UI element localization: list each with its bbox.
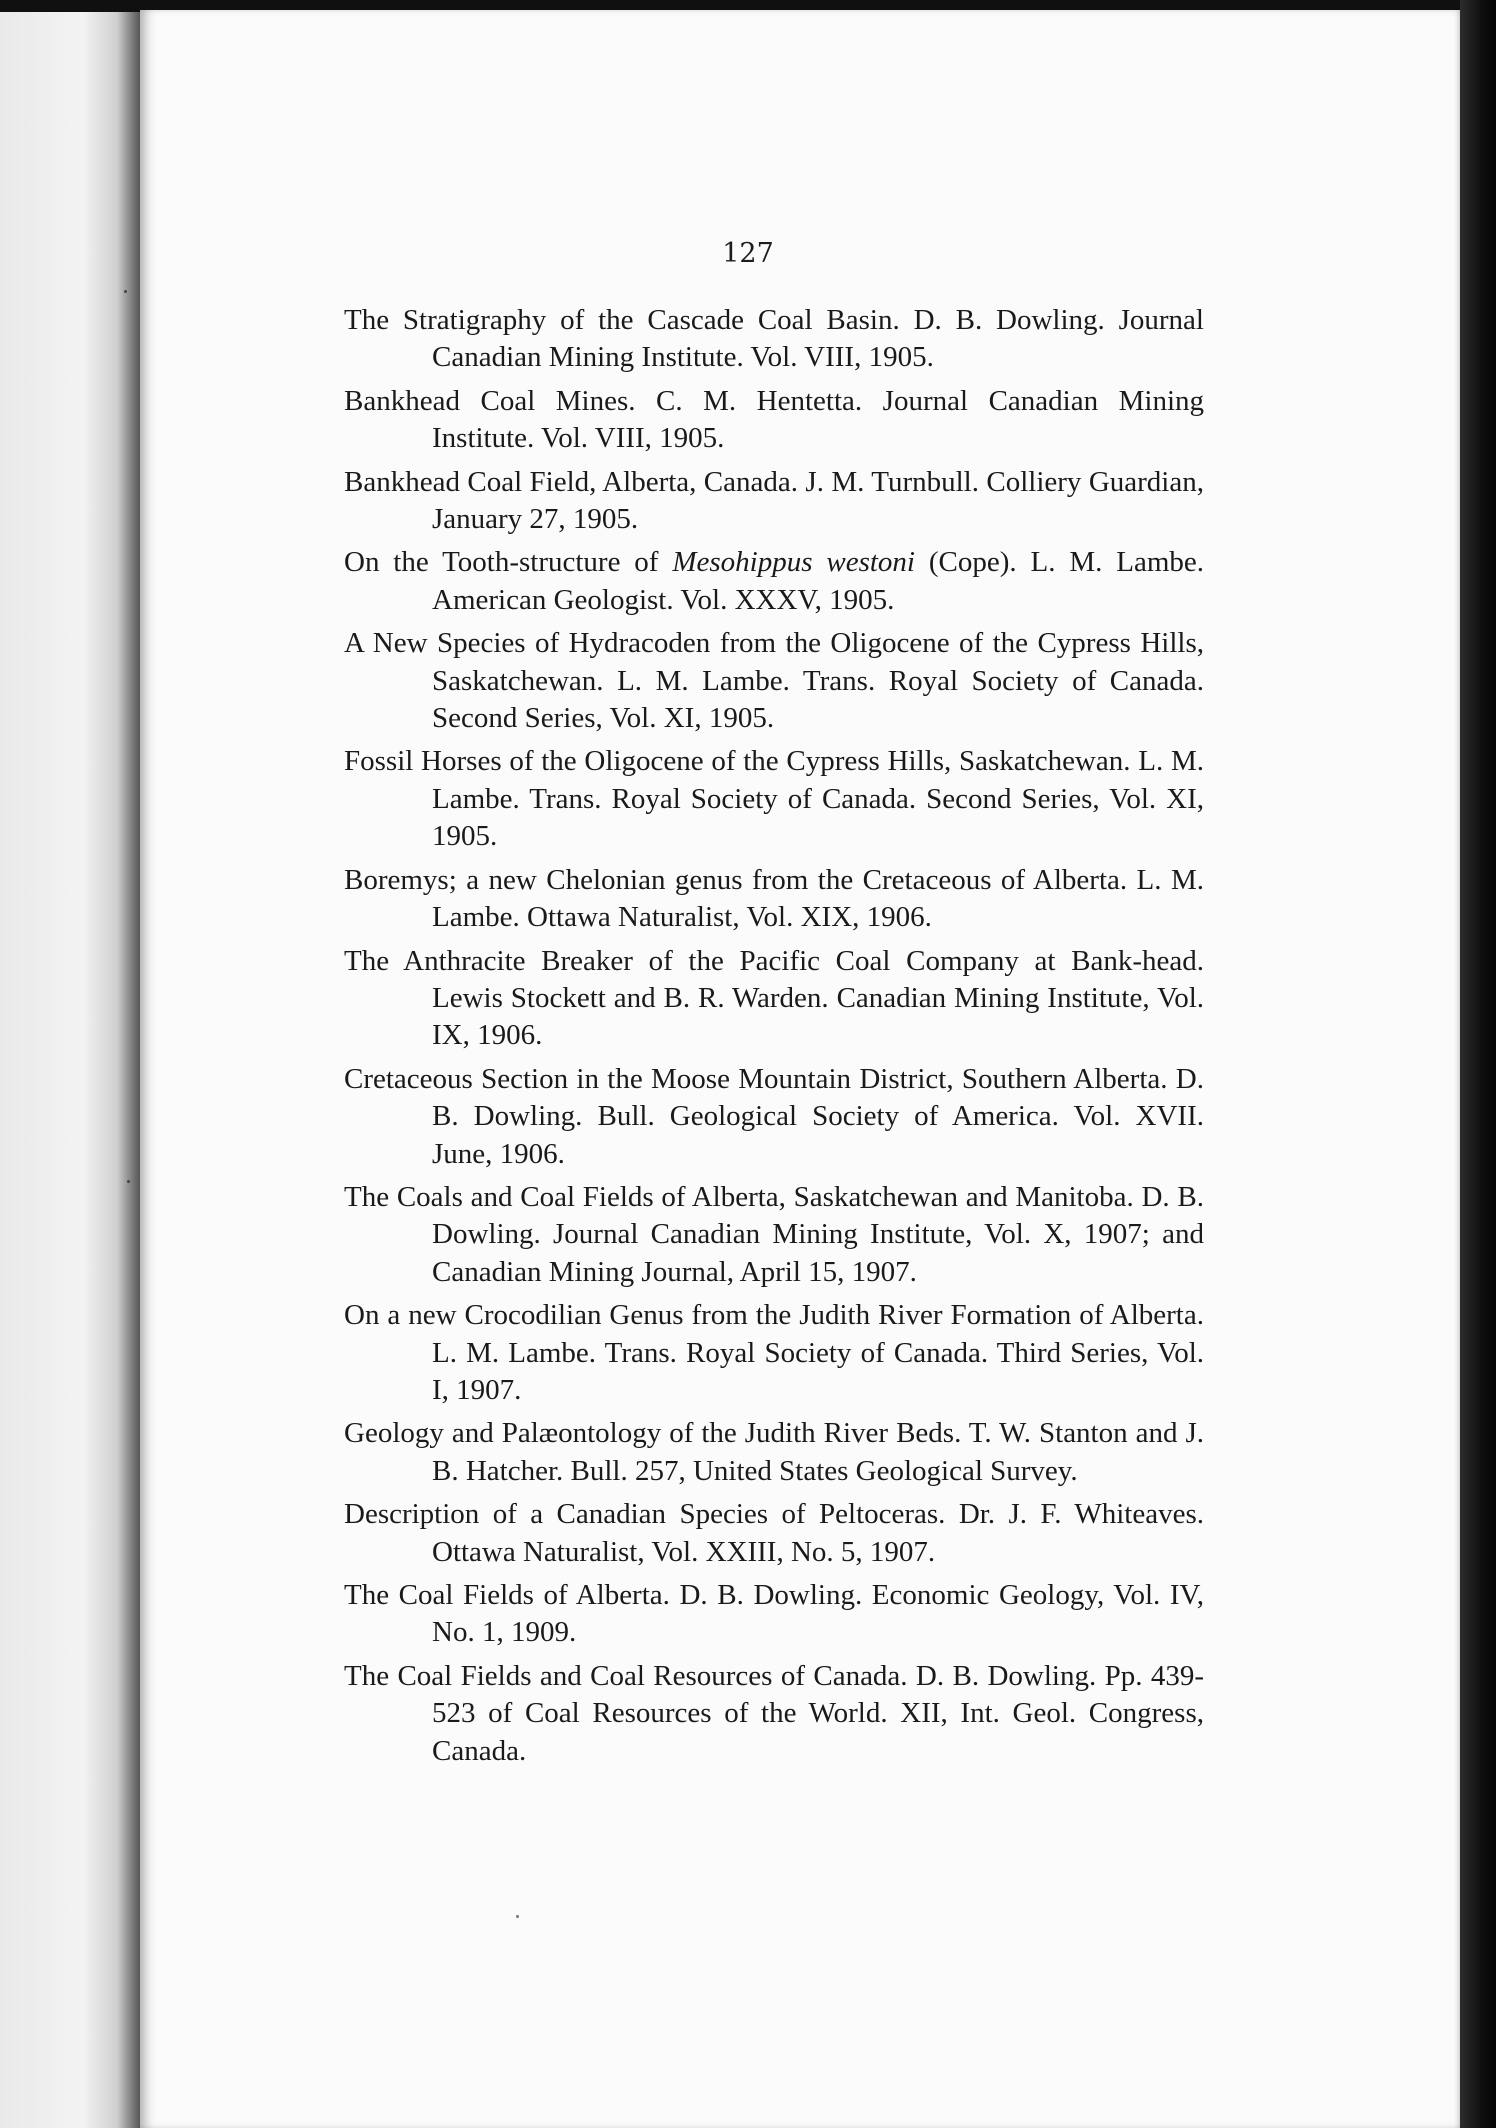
reference-text: Bankhead Coal Field, Alberta, Canada. J. M. Turnbull. Colliery Guardian, January 27, 1905. xyxy=(344,465,1204,536)
reference-text: Geology and Palæontology of the Judith River Beds. T. W. Stanton and J. B. Hatcher. Bull. 257, United States Geological Survey. xyxy=(344,1417,1204,1487)
reference-entry xyxy=(344,1061,1204,1173)
reference-text: Fossil Horses of the Oligocene of the Cypress Hills, Saskatchewan. L. M. Lambe. Trans. Royal Society of Canada. Second Series, Vol. XI, 1905. xyxy=(344,745,1204,853)
book-right-edge xyxy=(1460,0,1496,2128)
reference-entry xyxy=(344,1179,1204,1291)
reference-text: A New Species of Hydracoden from the Oligocene of the Cypress Hills, Saskatchewan. L. M. Lambe. Trans. Royal Society of Canada. Second Series, Vol. XI, 1905. xyxy=(344,627,1204,735)
reference-text-after: (Cope). L. M. Lambe. American Geologist. Vol. XXXV, 1905. xyxy=(432,546,1204,616)
reference-entry xyxy=(344,1415,1204,1490)
reference-text: The Coals and Coal Fields of Alberta, Saskatchewan and Manitoba. D. B. Dowling. Journal Canadian Mining Institute, Vol. X, 1907; and Canadian Mining Journal, April 15, 1907. xyxy=(344,1180,1204,1288)
reference-entry xyxy=(344,544,1204,619)
reference-entry xyxy=(344,1577,1204,1652)
reference-italic-text: Mesohippus westoni xyxy=(672,546,915,579)
reference-text: The Stratigraphy of the Cascade Coal Basin. D. B. Dowling. Journal Canadian Mining Institute. Vol. VIII, 1905. xyxy=(344,304,1204,374)
reference-entry xyxy=(344,743,1204,855)
reference-text: On the Tooth-structure of xyxy=(344,546,673,579)
reference-entry xyxy=(344,302,1204,377)
reference-list xyxy=(344,302,1204,1776)
reference-text: Bankhead Coal Mines. C. M. Hentetta. Journal Canadian Mining Institute. Vol. VIII, 1905. xyxy=(344,384,1204,455)
reference-entry xyxy=(344,625,1204,737)
reference-text: Boremys; a new Chelonian genus from the Cretaceous of Alberta. L. M. Lambe. Ottawa Naturalist, Vol. XIX, 1906. xyxy=(344,863,1204,934)
page-number: 127 xyxy=(722,238,774,269)
reference-text: The Anthracite Breaker of the Pacific Coal Company at Bank-head. Lewis Stockett and B. R. Warden. Canadian Mining Institute, Vol. IX, 1906. xyxy=(344,944,1204,1052)
reference-entry xyxy=(344,1297,1204,1409)
reference-entry xyxy=(344,943,1204,1055)
reference-entry xyxy=(344,862,1204,937)
book-gutter xyxy=(0,0,150,2128)
reference-text: On a new Crocodilian Genus from the Judith River Formation of Alberta. L. M. Lambe. Trans. Royal Society of Canada. Third Series, Vol. I, 1907. xyxy=(344,1299,1204,1406)
reference-text: The Coal Fields and Coal Resources of Canada. D. B. Dowling. Pp. 439-523 of Coal Resources of the World. XII, Int. Geol. Congress, Canada. xyxy=(344,1659,1204,1767)
paper-speck xyxy=(127,1180,130,1183)
reference-entry xyxy=(344,1496,1204,1571)
reference-entry xyxy=(344,1658,1204,1770)
reference-text: Description of a Canadian Species of Peltoceras. Dr. J. F. Whiteaves. Ottawa Naturalist, Vol. XXIII, No. 5, 1907. xyxy=(344,1498,1204,1568)
reference-entry xyxy=(344,464,1204,539)
reference-entry xyxy=(344,383,1204,458)
reference-text: The Coal Fields of Alberta. D. B. Dowling. Economic Geology, Vol. IV, No. 1, 1909. xyxy=(344,1579,1204,1649)
reference-text: Cretaceous Section in the Moose Mountain District, Southern Alberta. D. B. Dowling. Bull. Geological Society of America. Vol. XVII. June, 1906. xyxy=(344,1062,1204,1170)
paper-speck xyxy=(124,290,127,293)
paper-speck xyxy=(516,1915,519,1918)
